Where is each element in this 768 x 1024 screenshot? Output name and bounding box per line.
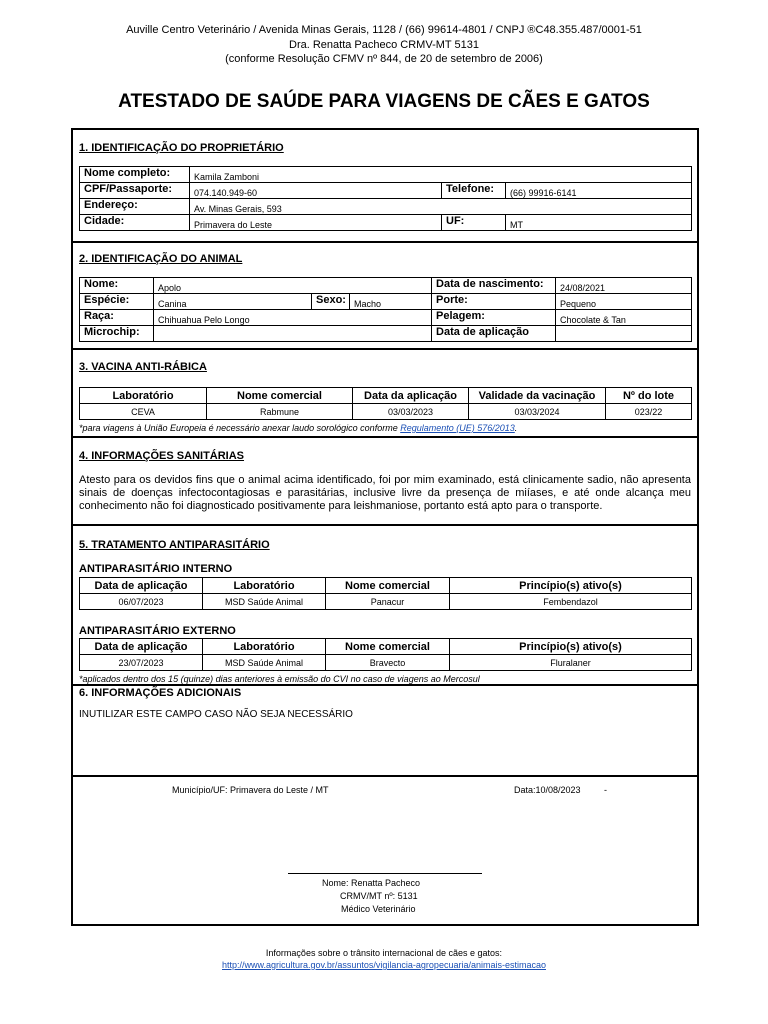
application-date-value xyxy=(556,326,692,342)
internal-antiparasitic-table xyxy=(79,577,692,610)
footer-url-link[interactable]: http://www.agricultura.gov.br/assuntos/vigilancia-agropecuaria/animais-estimacao xyxy=(222,960,546,970)
application-date-label: Data de aplicação xyxy=(432,326,556,342)
species-label: Espécie: xyxy=(80,294,154,310)
issue-date: Data:10/08/2023 xyxy=(514,785,581,795)
internal-header-name: Nome comercial xyxy=(326,578,450,594)
external-header-name: Nome comercial xyxy=(326,639,450,655)
address-label: Endereço: xyxy=(80,199,190,215)
internal-header-date: Data de aplicação xyxy=(80,578,203,594)
resolution-line: (conforme Resolução CFMV nº 844, de 20 de setembro de 2006) xyxy=(225,53,543,65)
signer-name: Nome: Renatta Pacheco xyxy=(322,878,421,888)
vaccine-lab: CEVA xyxy=(80,404,207,420)
internal-lab: MSD Saúde Animal xyxy=(203,594,326,610)
city-label: Cidade: xyxy=(80,215,190,231)
internal-active: Fembendazol xyxy=(450,594,692,610)
document-title: ATESTADO DE SAÚDE PARA VIAGENS DE CÃES E GATOS xyxy=(118,91,650,112)
internal-header-lab: Laboratório xyxy=(203,578,326,594)
external-active: Fluralaner xyxy=(450,655,692,671)
health-section-title: 4. INFORMAÇÕES SANITÁRIAS xyxy=(79,450,245,462)
birth-label: Data de nascimento: xyxy=(432,278,556,294)
animal-table xyxy=(79,277,692,342)
internal-name: Panacur xyxy=(326,594,450,610)
microchip-label: Microchip: xyxy=(80,326,154,342)
cpf-label: CPF/Passaporte: xyxy=(80,183,190,199)
footer-info: Informações sobre o trânsito internacional de cães e gatos: xyxy=(265,948,503,958)
external-date: 23/07/2023 xyxy=(80,655,203,671)
date-dash: - xyxy=(604,785,607,795)
breed-label: Raça: xyxy=(80,310,154,326)
vaccine-note: *para viagens à União Europeia é necessário anexar laudo sorológico conforme Regulamento (UE) 576/2013. xyxy=(79,423,518,433)
vaccine-header-validity: Validade da vacinação xyxy=(469,388,606,404)
section-divider xyxy=(71,684,699,686)
vet-name-line: Dra. Renatta Pacheco CRMV-MT 5131 xyxy=(289,39,479,51)
vaccine-validity: 03/03/2024 xyxy=(469,404,606,420)
animal-name-label: Nome: xyxy=(80,278,154,294)
signature-line xyxy=(288,873,482,874)
animal-name-value: Apolo xyxy=(154,278,432,294)
sex-value: Macho xyxy=(350,294,432,310)
phone-label: Telefone: xyxy=(442,183,506,199)
additional-section-title: 6. INFORMAÇÕES ADICIONAIS xyxy=(79,687,242,699)
section-divider xyxy=(71,241,699,243)
regulation-link[interactable]: Regulamento (UE) 576/2013 xyxy=(400,423,515,433)
health-statement: Atesto para os devidos fins que o animal acima identificado, foi por mim examinado, está clinicamente sadio, não apresenta sinais de doenças infectocontagiosas e parasitárias, inclusive livre da presença de miíases, e até onde alcança meu conhecimento não foi diagnosticado positivamente para leishmaniose, portanto está apto para o transporte. xyxy=(79,474,691,512)
microchip-value xyxy=(154,326,432,342)
external-lab: MSD Saúde Animal xyxy=(203,655,326,671)
external-name: Bravecto xyxy=(326,655,450,671)
owner-name-label: Nome completo: xyxy=(80,167,190,183)
external-antiparasitic-table xyxy=(79,638,692,671)
internal-antiparasitic-title: ANTIPARASITÁRIO INTERNO xyxy=(79,563,233,575)
signer-crmv: CRMV/MT nº: 5131 xyxy=(340,891,418,901)
owner-name-value: Kamila Zamboni xyxy=(190,167,692,183)
section-divider xyxy=(71,348,699,350)
section-divider xyxy=(71,436,699,438)
antiparasitic-note: *aplicados dentro dos 15 (quinze) dias anteriores à emissão do CVI no caso de viagens ao Mercosul xyxy=(79,674,480,684)
address-value: Av. Minas Gerais, 593 xyxy=(190,199,692,215)
city-value: Primavera do Leste xyxy=(190,215,442,231)
vaccine-table xyxy=(79,387,692,420)
coat-value: Chocolate & Tan xyxy=(556,310,692,326)
size-label: Porte: xyxy=(432,294,556,310)
uf-value: MT xyxy=(506,215,692,231)
cpf-value: 074.140.949-60 xyxy=(190,183,442,199)
vaccine-section-title: 3. VACINA ANTI-RÁBICA xyxy=(79,361,207,373)
vaccine-lot: 023/22 xyxy=(606,404,692,420)
vaccine-header-lot: Nº do lote xyxy=(606,388,692,404)
external-header-lab: Laboratório xyxy=(203,639,326,655)
additional-info-text: INUTILIZAR ESTE CAMPO CASO NÃO SEJA NECESSÁRIO xyxy=(79,709,353,720)
internal-header-active: Princípio(s) ativo(s) xyxy=(450,578,692,594)
signer-role: Médico Veterinário xyxy=(341,904,416,914)
uf-label: UF: xyxy=(442,215,506,231)
external-antiparasitic-title: ANTIPARASITÁRIO EXTERNO xyxy=(79,625,236,637)
footer-link-wrap xyxy=(0,960,768,970)
owner-table xyxy=(79,166,692,231)
vaccine-date: 03/03/2023 xyxy=(353,404,469,420)
clinic-info-line: Auville Centro Veterinário / Avenida Minas Gerais, 1128 / (66) 99614-4801 / CNPJ ®C48.355.487/0001-51 xyxy=(126,24,642,36)
section-divider xyxy=(71,524,699,526)
antiparasitic-section-title: 5. TRATAMENTO ANTIPARASITÁRIO xyxy=(79,539,270,551)
owner-section-title: 1. IDENTIFICAÇÃO DO PROPRIETÁRIO xyxy=(79,142,284,154)
animal-section-title: 2. IDENTIFICAÇÃO DO ANIMAL xyxy=(79,253,243,265)
municipality-line: Município/UF: Primavera do Leste / MT xyxy=(172,785,329,795)
internal-date: 06/07/2023 xyxy=(80,594,203,610)
coat-label: Pelagem: xyxy=(432,310,556,326)
breed-value: Chihuahua Pelo Longo xyxy=(154,310,432,326)
certificate-frame xyxy=(71,128,699,926)
species-value: Canina xyxy=(154,294,312,310)
external-header-active: Princípio(s) ativo(s) xyxy=(450,639,692,655)
sex-label: Sexo: xyxy=(312,294,350,310)
size-value: Pequeno xyxy=(556,294,692,310)
vaccine-name: Rabmune xyxy=(207,404,353,420)
phone-value: (66) 99916-6141 xyxy=(506,183,692,199)
vaccine-header-date: Data da aplicação xyxy=(353,388,469,404)
birth-value: 24/08/2021 xyxy=(556,278,692,294)
vaccine-header-lab: Laboratório xyxy=(80,388,207,404)
external-header-date: Data de aplicação xyxy=(80,639,203,655)
vaccine-header-name: Nome comercial xyxy=(207,388,353,404)
section-divider xyxy=(71,775,699,777)
